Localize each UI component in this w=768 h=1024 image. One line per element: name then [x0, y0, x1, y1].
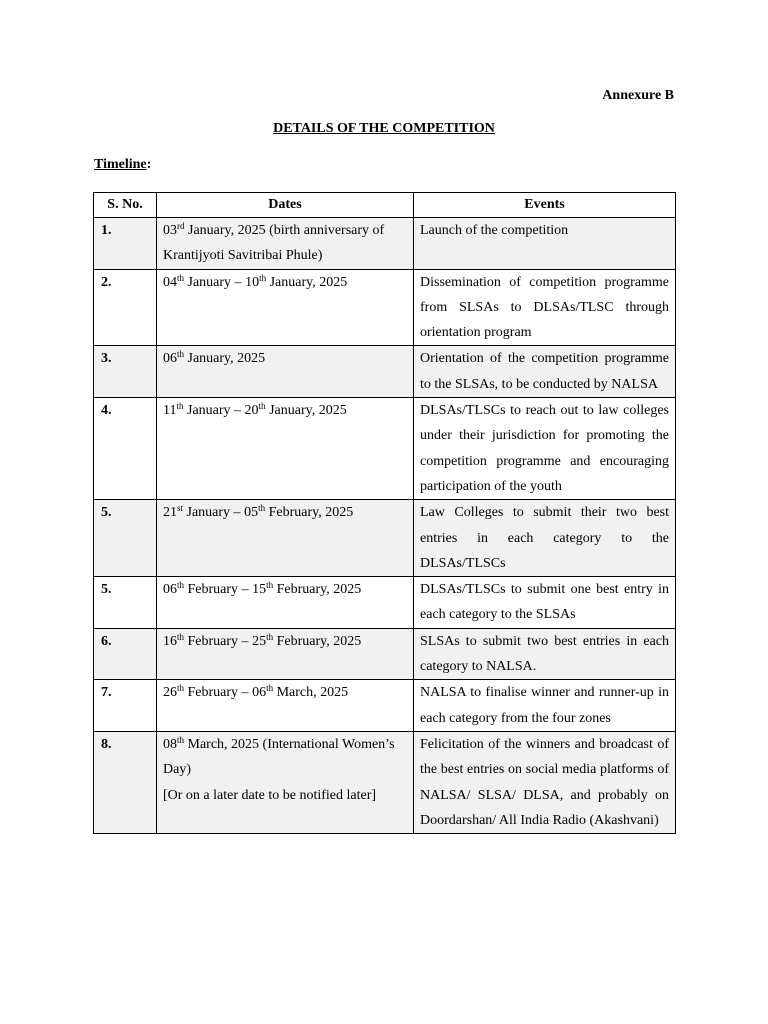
serial-number: 1. — [94, 218, 157, 270]
date-text: January – — [184, 274, 246, 290]
date-text-end: January, 2025 — [266, 274, 348, 290]
timeline-table — [93, 192, 676, 834]
timeline-heading-colon: : — [146, 157, 152, 172]
table-row — [94, 500, 676, 577]
date-ordinal-end: th — [258, 401, 266, 412]
header-row — [94, 193, 676, 218]
date-ordinal: th — [177, 683, 185, 694]
date-cell — [157, 398, 414, 500]
date-text: March, 2025 (International Women’s Day) — [163, 736, 395, 778]
date-cell — [157, 731, 414, 833]
event-cell: SLSAs to submit two best entries in each category to NALSA. — [414, 628, 676, 680]
serial-number: 8. — [94, 731, 157, 833]
timeline-heading-text: Timeline — [94, 157, 147, 172]
date-text: January – — [183, 505, 245, 521]
date-cell — [157, 218, 414, 270]
table-row — [94, 269, 676, 346]
date-cell — [157, 500, 414, 577]
date-ordinal-end: th — [266, 580, 274, 591]
table-row — [94, 628, 676, 680]
date-day: 11 — [163, 403, 177, 419]
date-day: 06 — [163, 582, 177, 598]
date-text-end: February, 2025 — [273, 633, 362, 649]
date-day: 21 — [163, 505, 177, 521]
serial-number: 6. — [94, 628, 157, 680]
event-cell: Dissemination of competition programme from SLSAs to DLSAs/TLSC through orientation program — [414, 269, 676, 346]
serial-number: 3. — [94, 346, 157, 398]
date-text: February – — [184, 633, 253, 649]
date-cell — [157, 628, 414, 680]
date-day: 03 — [163, 223, 177, 238]
date-day: 06 — [163, 351, 177, 367]
timeline-heading — [94, 157, 151, 173]
date-ordinal: th — [177, 349, 185, 360]
event-cell: Law Colleges to submit their two best entries in each category to the DLSAs/TLSCs — [414, 500, 676, 577]
event-cell: Felicitation of the winners and broadcast of the best entries on social media platforms of NALSA/ SLSA/ DLSA, and probably on Doordarshan/ All India Radio (Akashvani) — [414, 731, 676, 833]
date-cell — [157, 346, 414, 398]
date-day-end: 05 — [244, 505, 259, 521]
date-ordinal-end: th — [258, 503, 266, 514]
serial-number: 5. — [94, 577, 157, 629]
date-day-end: 15 — [252, 582, 267, 598]
serial-number: 5. — [94, 500, 157, 577]
date-ordinal-end: th — [266, 683, 274, 694]
header-events: Events — [414, 193, 676, 218]
date-ordinal: st — [177, 503, 184, 514]
date-text: January, 2025 — [184, 351, 266, 367]
date-ordinal: th — [177, 631, 185, 642]
serial-number: 2. — [94, 269, 157, 346]
serial-number: 4. — [94, 398, 157, 500]
date-note: [Or on a later date to be notified later] — [163, 787, 377, 803]
date-ordinal: th — [177, 272, 185, 283]
date-cell — [157, 577, 414, 629]
table-row — [94, 731, 676, 833]
date-ordinal: th — [177, 580, 185, 591]
date-cell — [157, 680, 414, 732]
date-line — [163, 732, 407, 783]
header-dates: Dates — [157, 193, 414, 218]
date-day-end: 25 — [252, 633, 267, 649]
table-row — [94, 218, 676, 270]
date-cell — [157, 269, 414, 346]
event-cell: Launch of the competition — [414, 218, 676, 270]
date-ordinal: th — [177, 734, 185, 745]
date-text: January, 2025 (birth anniversary of Krantijyoti Savitribai Phule) — [163, 223, 385, 264]
table-row — [94, 398, 676, 500]
date-text-end: January, 2025 — [265, 403, 347, 419]
date-day: 04 — [163, 274, 177, 290]
table-row — [94, 680, 676, 732]
event-cell: Orientation of the competition programme to the SLSAs, to be conducted by NALSA — [414, 346, 676, 398]
date-text-end: March, 2025 — [273, 685, 349, 701]
event-cell: NALSA to finalise winner and runner-up in each category from the four zones — [414, 680, 676, 732]
date-day-end: 20 — [244, 403, 259, 419]
date-day: 26 — [163, 685, 177, 701]
date-ordinal: th — [176, 401, 184, 412]
table-row — [94, 577, 676, 629]
annexure-label: Annexure B — [602, 88, 674, 103]
event-cell: DLSAs/TLSCs to submit one best entry in each category to the SLSAs — [414, 577, 676, 629]
timeline-table-body — [94, 218, 676, 834]
date-text-end: February, 2025 — [265, 505, 354, 521]
date-day-end: 06 — [252, 685, 267, 701]
date-text-end: February, 2025 — [273, 582, 362, 598]
serial-number: 7. — [94, 680, 157, 732]
date-day: 16 — [163, 633, 177, 649]
date-text: January – — [183, 403, 245, 419]
date-ordinal-end: th — [259, 272, 267, 283]
event-cell: DLSAs/TLSCs to reach out to law colleges under their jurisdiction for promoting the competition programme and encouraging participation of the youth — [414, 398, 676, 500]
date-ordinal-end: th — [266, 631, 274, 642]
date-ordinal: rd — [177, 221, 185, 231]
document-title: DETAILS OF THE COMPETITION — [273, 121, 495, 136]
date-day-end: 10 — [245, 274, 260, 290]
timeline-table-header — [94, 193, 676, 218]
header-sno: S. No. — [94, 193, 157, 218]
date-text: February – — [184, 685, 253, 701]
table-row — [94, 346, 676, 398]
date-day: 08 — [163, 736, 177, 752]
date-text: February – — [184, 582, 253, 598]
